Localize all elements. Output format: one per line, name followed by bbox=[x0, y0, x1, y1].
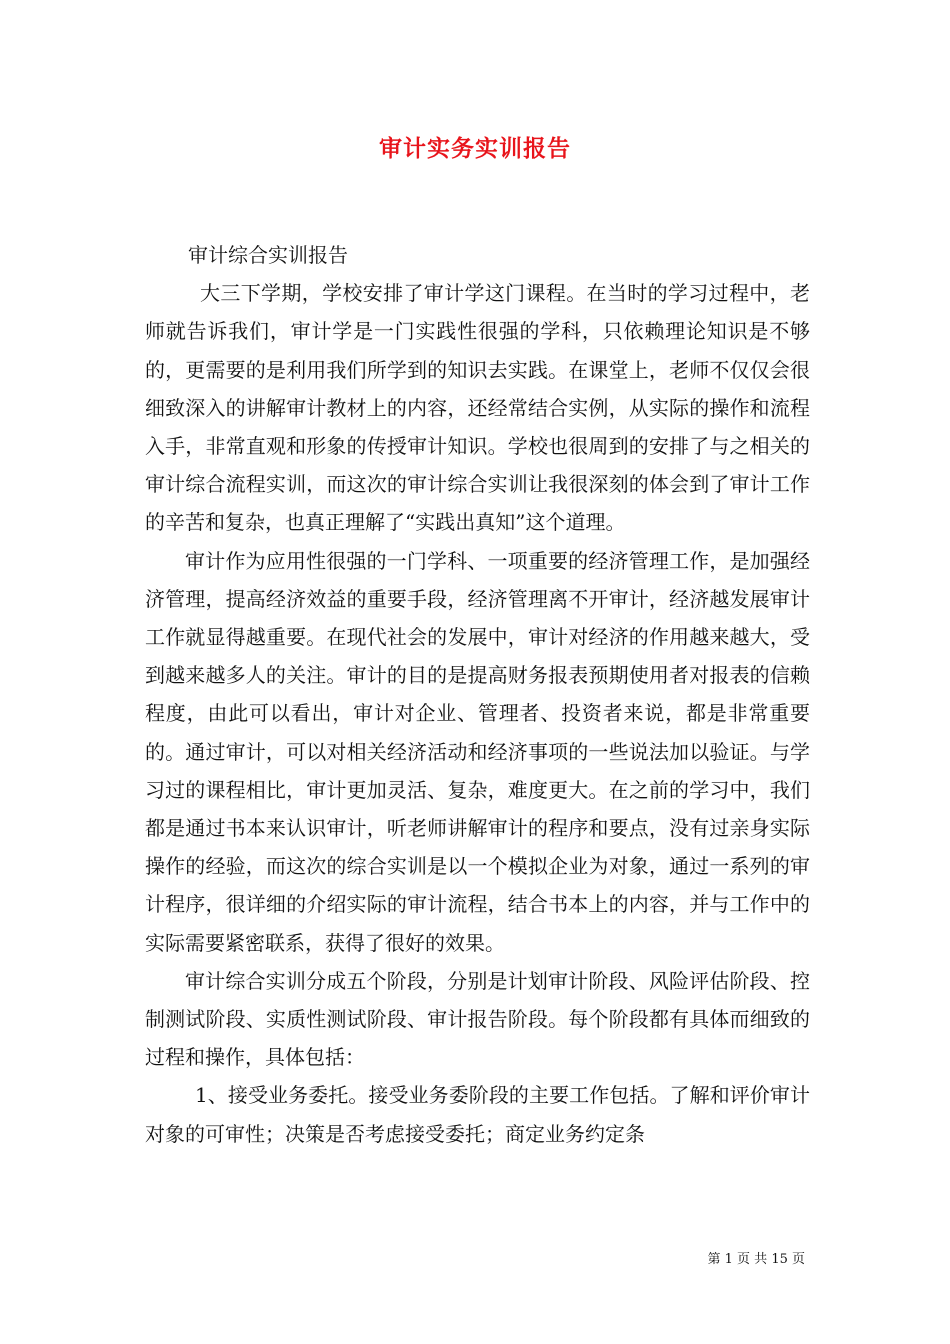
paragraph-audit-role: 审计作为应用性很强的一门学科、一项重要的经济管理工作，是加强经济管理，提高经济效益的重要手段，经济管理离不开审计，经济越发展审计工作就显得越重要。在现代社会的发展中，审计对经济的作用越来越大，受到越来越多人的关注。审计的目的是提高财务报表预期使用者对报表的信赖程度，由此可以看出，审计对企业、管理者、投资者来说，都是非常重要的。通过审计，可以对相关经济活动和经济事项的一些说法加以验证。与学习过的课程相比，审计更加灵活、复杂，难度更大。在之前的学习中，我们都是通过书本来认识审计，听老师讲解审计的程序和要点，没有过亲身实际操作的经验，而这次的综合实训是以一个模拟企业为对象，通过一系列的审计程序，很详细的介绍实际的审计流程，结合书本上的内容，并与工作中的实际需要紧密联系，获得了很好的效果。 bbox=[145, 548, 810, 955]
document-title: 审计实务实训报告 bbox=[379, 135, 571, 162]
section-heading: 审计综合实训报告 bbox=[188, 243, 348, 267]
page-number: 第 1 页 共 15 页 bbox=[707, 1252, 805, 1267]
paragraph-stages: 审计综合实训分成五个阶段，分别是计划审计阶段、风险评估阶段、控制测试阶段、实质性测试阶段、审计报告阶段。每个阶段都有具体而细致的过程和操作，具体包括： bbox=[145, 968, 810, 1070]
paragraph-stage-1: 1、接受业务委托。接受业务委阶段的主要工作包括。了解和评价审计对象的可审性；决策是否考虑接受委托；商定业务约定条 bbox=[145, 1083, 810, 1146]
paragraph-intro: 大三下学期，学校安排了审计学这门课程。在当时的学习过程中，老师就告诉我们，审计学是一门实践性很强的学科，只依赖理论知识是不够的，更需要的是利用我们所学到的知识去实践。在课堂上，老师不仅仅会很细致深入的讲解审计教材上的内容，还经常结合实例，从实际的操作和流程入手，非常直观和形象的传授审计知识。学校也很周到的安排了与之相关的审计综合流程实训，而这次的审计综合实训让我很深刻的体会到了审计工作的辛苦和复杂，也真正理解了“实践出真知”这个道理。 bbox=[145, 281, 810, 535]
document-body bbox=[145, 236, 810, 1153]
